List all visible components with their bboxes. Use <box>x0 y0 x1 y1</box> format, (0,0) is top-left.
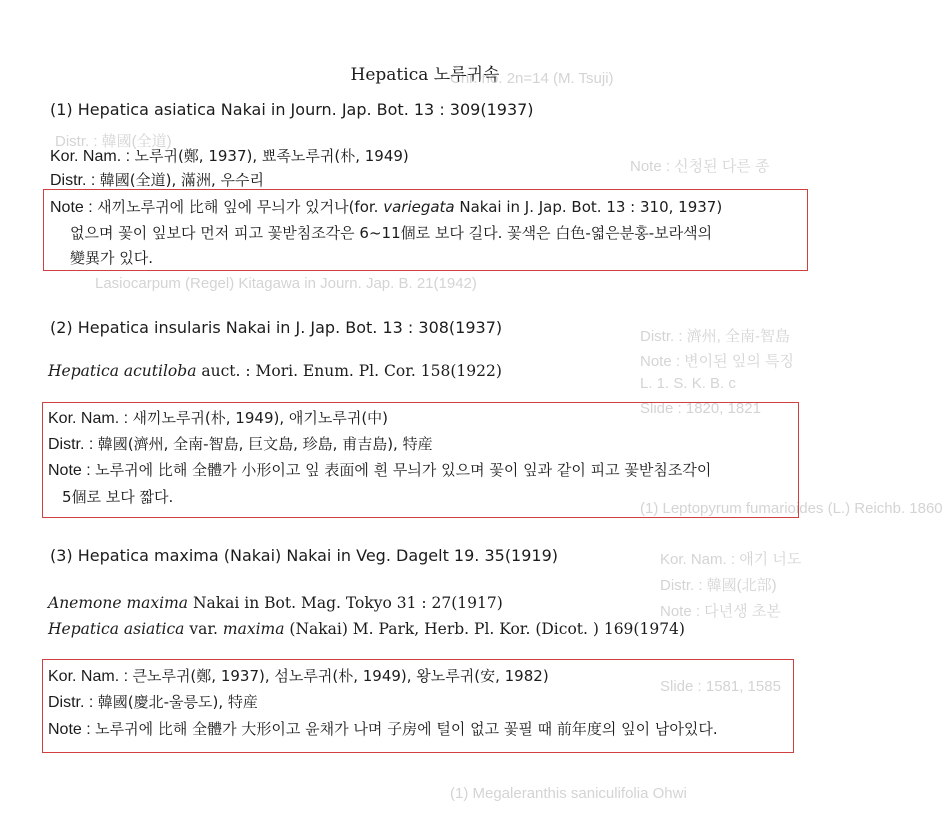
kor-name-label: Kor. Nam. : <box>48 410 133 427</box>
bleed-through-text: Note : 변이된 잎의 특징 <box>640 353 794 370</box>
bleed-through-text: Slide : 1820, 1821 <box>640 400 761 417</box>
synonym-citation: auct. : Mori. Enum. Pl. Cor. 158(1922) <box>196 362 502 380</box>
kor-name-line <box>48 665 549 686</box>
kor-name-value: 새끼노루귀(朴, 1949), 애기노루귀(中) <box>132 409 389 427</box>
synonym-name: Hepatica acutiloba <box>48 362 197 380</box>
synonym-epithet: maxima <box>222 620 285 638</box>
bleed-through-text: Chr. no. 2n=14 (M. Tsuji) <box>450 70 614 87</box>
bleed-through-text: Distr. : 濟州, 全南-智島 <box>640 328 791 345</box>
bleed-through-text: Lasiocarpum (Regel) Kitagawa in Journ. Jap. B. 21(1942) <box>95 275 477 292</box>
distribution-value: 韓國(濟州, 全南-智島, 巨文島, 珍島, 甫吉島), 特産 <box>97 435 433 453</box>
synonym-citation: Nakai in Bot. Mag. Tokyo 31 : 27(1917) <box>188 594 503 612</box>
distribution-label: Distr. : <box>48 436 98 453</box>
distribution-line <box>48 691 258 712</box>
bleed-through-text: Distr. : 韓國(北部) <box>660 577 777 594</box>
bleed-through-text: (1) Leptopyrum fumarioides (L.) Reichb. 1860 <box>640 500 943 517</box>
note-line <box>48 718 718 739</box>
distribution-value: 韓國(全道), 滿洲, 우수리 <box>99 171 265 189</box>
kor-name-line <box>50 145 409 166</box>
note-text: 새끼노루귀에 比해 잎에 무늬가 있거나(for. <box>97 198 384 216</box>
kor-name-label: Kor. Nam. : <box>48 668 133 685</box>
distribution-value: 韓國(慶北-울릉도), 特産 <box>97 693 258 711</box>
bleed-through-text: Note : 다년생 초본 <box>660 603 781 620</box>
kor-name-line <box>48 407 388 428</box>
note-line <box>50 196 722 217</box>
bleed-through-text: Distr. : 韓國(全道) <box>55 133 172 150</box>
synonym-line <box>48 362 502 380</box>
note-line <box>48 459 711 480</box>
note-text-italic: variegata <box>383 198 455 216</box>
note-line: 5個로 보다 짧다. <box>62 488 174 506</box>
kor-name-label: Kor. Nam. : <box>50 148 135 165</box>
kor-name-value: 노루귀(鄭, 1937), 뾰족노루귀(朴, 1949) <box>134 147 409 165</box>
note-label: Note : <box>48 721 96 738</box>
synonym-name: Anemone maxima <box>48 594 189 612</box>
species-heading: (1) Hepatica asiatica Nakai in Journ. Jap. Bot. 13 : 309(1937) <box>50 100 534 119</box>
bleed-through-text: Slide : 1581, 1585 <box>660 678 781 695</box>
bleed-through-text: L. 1. S. K. B. c <box>640 375 736 392</box>
distribution-label: Distr. : <box>50 172 100 189</box>
note-line: 變異가 있다. <box>70 249 154 267</box>
species-heading: (2) Hepatica insularis Nakai in J. Jap. Bot. 13 : 308(1937) <box>50 318 503 337</box>
genus-title: Hepatica 노루귀속 <box>350 65 500 85</box>
note-label: Note : <box>48 462 96 479</box>
synonym-rank: var. <box>184 620 223 638</box>
species-heading: (3) Hepatica maxima (Nakai) Nakai in Veg. Dagelt 19. 35(1919) <box>50 546 559 565</box>
kor-name-value: 큰노루귀(鄭, 1937), 섬노루귀(朴, 1949), 왕노루귀(安, 1982) <box>132 667 549 685</box>
note-text: 노루귀에 比해 全體가 小形이고 잎 表面에 흰 무늬가 있으며 꽃이 잎과 같이 피고 꽃받침조각이 <box>95 461 712 479</box>
distribution-line <box>48 433 433 454</box>
synonym-line <box>48 620 685 638</box>
bleed-through-text: (1) Megaleranthis saniculifolia Ohwi <box>450 785 687 802</box>
bleed-through-text: Kor. Nam. : 애기 너도 <box>660 551 802 568</box>
distribution-label: Distr. : <box>48 694 98 711</box>
distribution-line <box>50 169 264 190</box>
synonym-line <box>48 594 503 612</box>
bleed-through-text: Note : 신청된 다른 종 <box>630 158 770 175</box>
synonym-citation: (Nakai) M. Park, Herb. Pl. Kor. (Dicot. ) 169(1974) <box>284 620 685 638</box>
note-text: Nakai in J. Jap. Bot. 13 : 310, 1937) <box>454 198 723 216</box>
note-text: 노루귀에 比해 全體가 大形이고 윤채가 나며 子房에 털이 없고 꽃필 때 前年度의 잎이 남아있다. <box>95 720 718 738</box>
synonym-name: Hepatica asiatica <box>48 620 185 638</box>
note-label: Note : <box>50 199 98 216</box>
note-line: 없으며 꽃이 잎보다 먼저 피고 꽃받침조각은 6~11個로 보다 길다. 꽃색은 白色-엷은분홍-보라색의 <box>70 224 713 242</box>
